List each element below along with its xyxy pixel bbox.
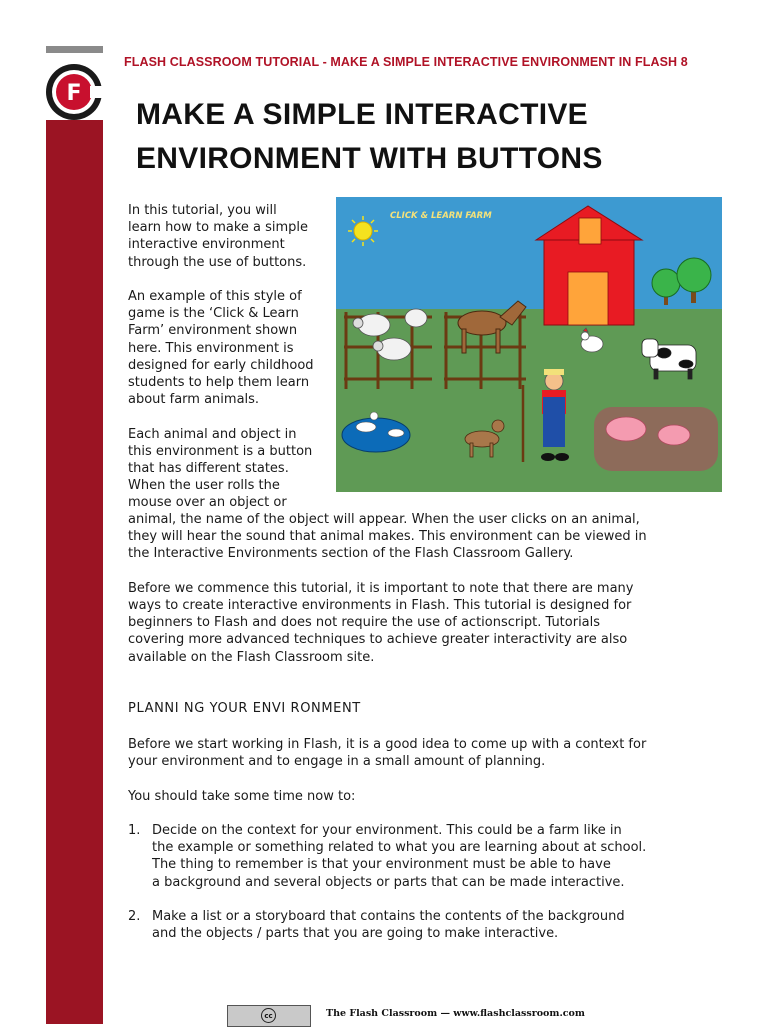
farm-title: CLICK & LEARN FARM	[390, 211, 492, 221]
footer-text: The Flash Classroom — www.flashclassroom.com	[326, 1008, 585, 1019]
section-heading: PLANNI NG YOUR ENVI RONMENT	[128, 701, 361, 716]
list-item: 1. Decide on the context for your environment. This could be a farm like in the example or something related to what you are learning about at school. The thing to remember is that your environment must be able to have a background and several objects or parts that can be made interactive.	[128, 822, 647, 890]
list-item-number: 1.	[128, 822, 141, 838]
intro-paragraph-3: Each animal and object in this environment is a button that has different states. When the user rolls the mouse over an object or	[128, 426, 313, 511]
planning-paragraph-2: You should take some time now to:	[128, 788, 356, 804]
intro-paragraph-3-continued: animal, the name of the object will appear. When the user clicks on an animal, they will hear the sound that animal makes. This environment can be viewed in the Interactive Environments section of the Flash Classroom Gallery.	[128, 512, 647, 562]
list-item: 2. Make a list or a storyboard that contains the contents of the background and the objects / parts that you are going to make interactive.	[128, 908, 625, 942]
continued-text	[128, 511, 718, 683]
paragraph-4: Before we commence this tutorial, it is important to note that there are many ways to create interactive environments in Flash. This tutorial is designed for beginners to Flash and does not require the use of actionscript. Tutorials covering more advanced techniques to achieve greater interactivity are also available on the Flash Classroom site.	[128, 580, 634, 665]
planning-paragraph-1: Before we start working in Flash, it is a good idea to come up with a context for your environment and to engage in a small amount of planning.	[128, 737, 647, 770]
header-title: FLASH CLASSROOM TUTORIAL - MAKE A SIMPLE INTERACTIVE ENVIRONMENT IN FLASH 8	[124, 55, 688, 69]
flash-classroom-logo-icon	[44, 62, 104, 122]
planning-section	[128, 736, 728, 960]
intro-column	[128, 202, 333, 529]
planning-list	[128, 822, 728, 942]
logo-letter: F	[66, 81, 82, 106]
sidebar-top-bar	[46, 46, 103, 53]
page-title-line-2: ENVIRONMENT WITH BUTTONS	[136, 142, 603, 175]
creative-commons-icon: cc	[261, 1008, 276, 1023]
page-title	[136, 93, 696, 181]
list-item-number: 2.	[128, 908, 141, 924]
intro-paragraph-2: An example of this style of game is the ‘Click & Learn Farm’ environment shown here. This environment is designed for early childhood students to help them learn about farm animals.	[128, 289, 314, 408]
pigs-in-mud-icon	[594, 407, 718, 471]
sidebar-band	[46, 120, 103, 1024]
intro-paragraph-1: In this tutorial, you will learn how to make a simple interactive environment through the use of buttons.	[128, 203, 309, 270]
page-title-line-1: MAKE A SIMPLE INTERACTIVE	[136, 98, 588, 131]
click-and-learn-farm-image	[336, 197, 722, 492]
